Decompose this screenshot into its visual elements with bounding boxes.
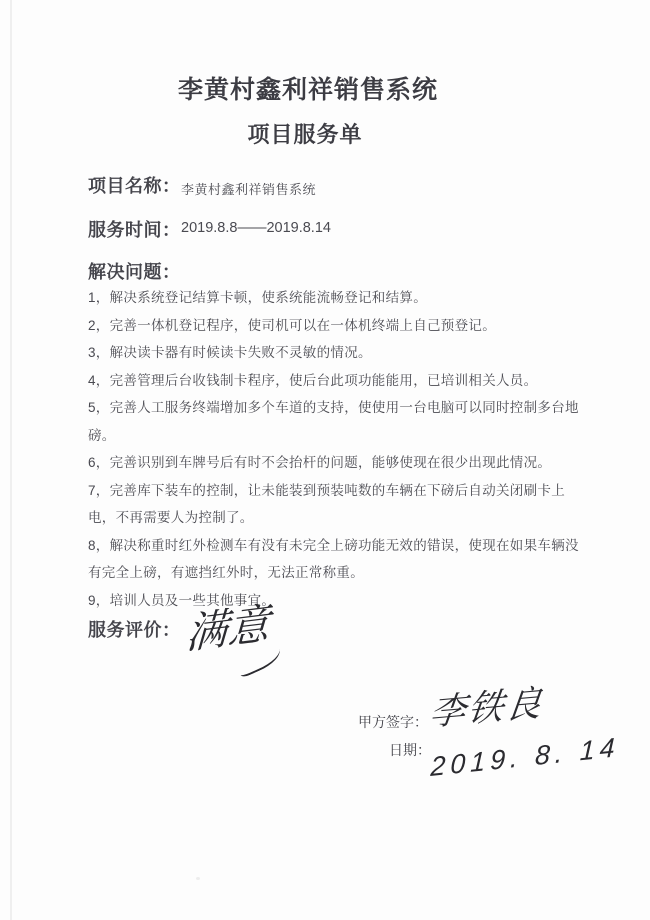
project-name-label: 项目名称： [88, 176, 181, 196]
service-time-label: 服务时间： [88, 220, 181, 240]
document-subtitle: 项目服务单 [247, 122, 363, 147]
issue-item: 7，完善库下装车的控制，让未能装到预装吨数的车辆在下磅后自动关闭刷卡上电，不再需要人为控制了。 [88, 482, 566, 525]
evaluation-label: 服务评价： [88, 620, 181, 640]
issue-item: 3，解决读卡器有时候读卡失败不灵敏的情况。 [88, 345, 372, 360]
party-signature-label: 甲方签字： [358, 714, 428, 730]
signature-handwriting: 李铁良 [427, 681, 547, 734]
project-name-value: 李黄村鑫利祥销售系统 [181, 182, 317, 197]
document-title: 李黄村鑫利祥销售系统 [177, 76, 438, 104]
scan-speck [196, 877, 200, 880]
issue-item: 1，解决系统登记结算卡顿，使系统能流畅登记和结算。 [88, 290, 428, 305]
issue-item: 4，完善管理后台收钱制卡程序，使后台此项功能能用，已培训相关人员。 [88, 372, 538, 388]
issues-list [88, 284, 584, 614]
service-time-value: 2019.8.8——2019.8.14 [181, 220, 331, 236]
date-handwriting: 2019. 8. 14 [430, 731, 621, 783]
issue-item: 6，完善识别到车牌号后有时不会抬杆的问题，能够使现在很少出现此情况。 [88, 455, 552, 470]
issue-item: 9，培训人员及一些其他事宜。 [88, 592, 276, 608]
issue-item: 8，解决称重时红外检测车有没有未完全上磅功能无效的错误，使现在如果车辆没有完全上磅，有遮挡红外时，无法正常称重。 [88, 537, 579, 580]
issue-item: 5，完善人工服务终端增加多个车道的支持，使使用一台电脑可以同时控制多台地磅。 [88, 400, 579, 443]
evaluation-handwriting: 满意 [184, 599, 271, 658]
issue-item: 2，完善一体机登记程序，使司机可以在一体机终端上自己预登记。 [88, 317, 497, 333]
date-label: 日期： [389, 742, 431, 758]
issues-label: 解决问题： [88, 262, 181, 282]
